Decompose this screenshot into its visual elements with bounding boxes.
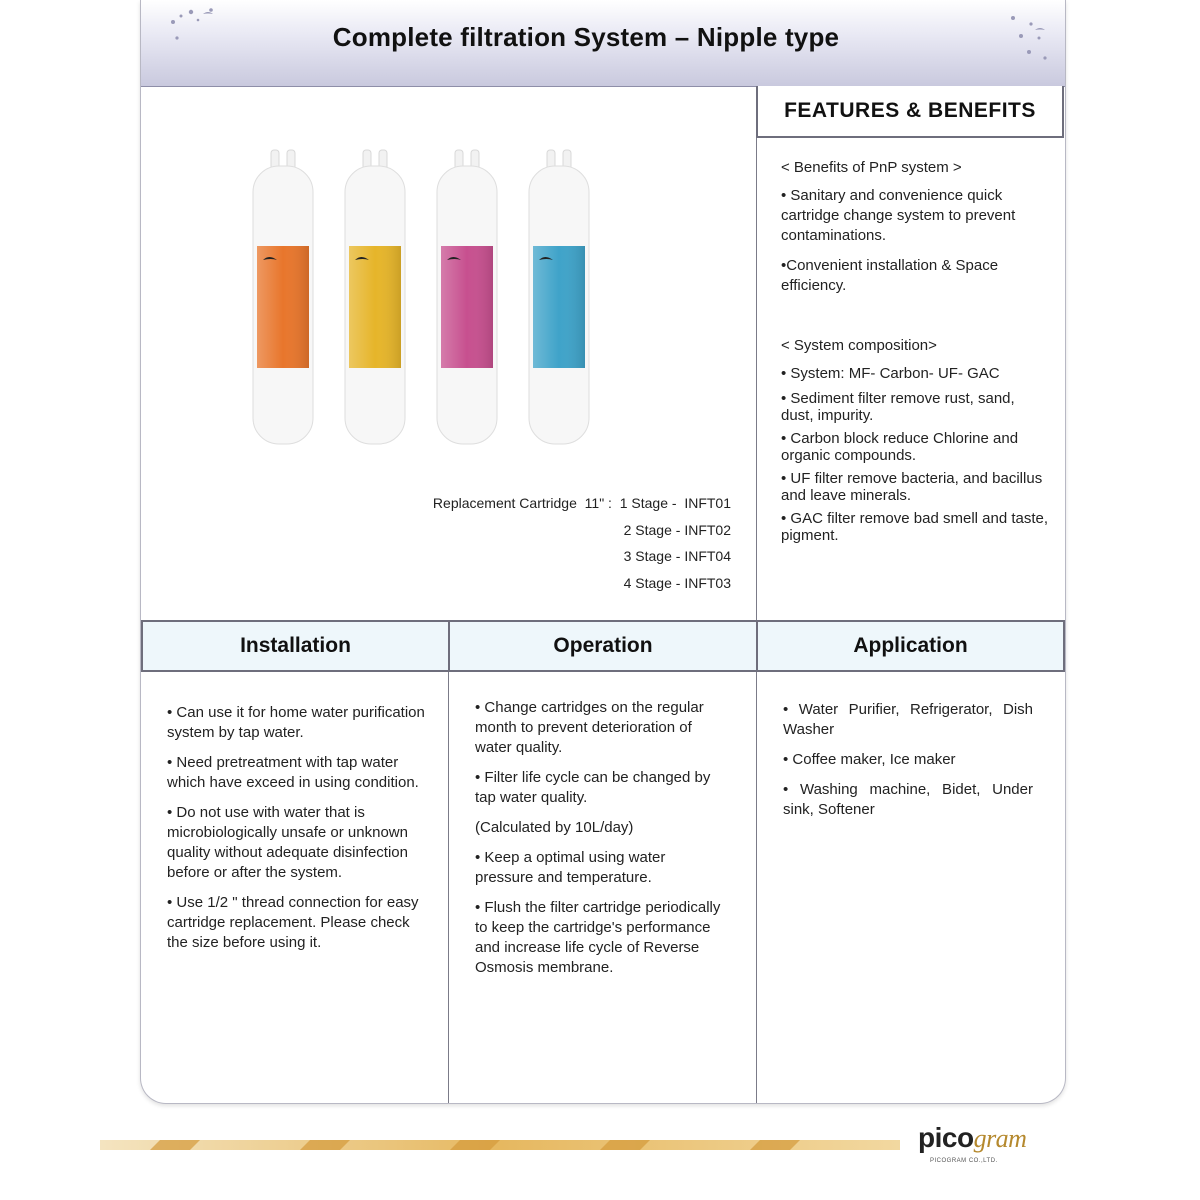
cartridge-1	[253, 150, 313, 444]
composition-item: • Carbon block reduce Chlorine and organic compounds.	[781, 430, 1019, 464]
composition-item: • System: MF- Carbon- UF- GAC	[781, 365, 1000, 382]
logo-subtitle: PICOGRAM CO.,LTD.	[930, 1158, 998, 1164]
operation-item: • Change cartridges on the regular month to prevent deterioration of water quality.	[475, 699, 704, 756]
benefit-item: •Convenient installation & Space efficiency.	[781, 257, 999, 294]
cartridges-svg	[249, 148, 609, 448]
installation-item: • Can use it for home water purification system by tap water.	[167, 704, 425, 741]
cartridge-2	[345, 150, 405, 444]
benefits-title: < Benefits of PnP system >	[781, 159, 962, 176]
installation-heading: Installation	[141, 620, 450, 672]
operation-heading: Operation	[448, 620, 758, 672]
installation-item: • Need pretreatment with tap water which have exceed in using condition.	[167, 754, 419, 791]
application-item: • Washing machine, Bidet, Under sink, Softener	[783, 781, 1033, 818]
cartridge-4	[529, 150, 589, 444]
application-body	[783, 700, 1033, 830]
composition-item: • Sediment filter remove rust, sand, dust, impurity.	[781, 390, 1015, 424]
cartridge-3	[437, 150, 497, 444]
document-sheet	[140, 0, 1066, 1104]
application-item: • Water Purifier, Refrigerator, Dish Washer	[783, 701, 1033, 738]
caption-stage-4: 4 Stage - INFT03	[623, 574, 731, 591]
divider-col-2	[756, 672, 757, 1103]
divider-col-1	[448, 672, 449, 1103]
installation-body	[167, 703, 429, 963]
operation-item: • Keep a optimal using water pressure and temperature.	[475, 849, 666, 886]
page-title: Complete filtration System – Nipple type	[332, 22, 840, 52]
caption-stage-1: Replacement Cartridge 11" : 1 Stage - INFT01	[432, 495, 731, 511]
replacement-captions	[381, 490, 731, 596]
caption-stage-2: 2 Stage - INFT02	[623, 521, 731, 538]
operation-item: • Flush the filter cartridge periodically to keep the cartridge's performance and increase life cycle of Reverse Osmosis membrane.	[475, 899, 721, 976]
operation-item: (Calculated by 10L/day)	[475, 819, 634, 836]
features-body	[781, 158, 1051, 550]
operation-item: • Filter life cycle can be changed by tap water quality.	[475, 769, 711, 806]
caption-stage-3: 3 Stage - INFT04	[623, 548, 731, 564]
installation-item: • Do not use with water that is microbiologically unsafe or unknown quality without adequate disinfection before or after the system.	[167, 804, 408, 881]
features-heading: FEATURES & BENEFITS	[756, 86, 1064, 138]
application-heading: Application	[756, 620, 1065, 672]
header-banner	[141, 0, 1065, 87]
installation-item: • Use 1/2 " thread connection for easy cartridge replacement. Please check the size before using it.	[167, 894, 419, 951]
composition-item: • UF filter remove bacteria, and bacillus and leave minerals.	[781, 470, 1043, 504]
footer-decorative-bar	[100, 1136, 900, 1154]
operation-body	[475, 698, 725, 988]
picogram-logo: picogram	[918, 1122, 1027, 1153]
composition-item: • GAC filter remove bad smell and taste, pigment.	[781, 510, 1049, 544]
composition-title: < System composition>	[781, 337, 937, 354]
filter-cartridges-image	[249, 148, 609, 448]
benefit-item: • Sanitary and convenience quick cartridge change system to prevent contaminations.	[781, 187, 1016, 244]
divider-features	[756, 138, 757, 620]
application-item: • Coffee maker, Ice maker	[783, 751, 956, 768]
